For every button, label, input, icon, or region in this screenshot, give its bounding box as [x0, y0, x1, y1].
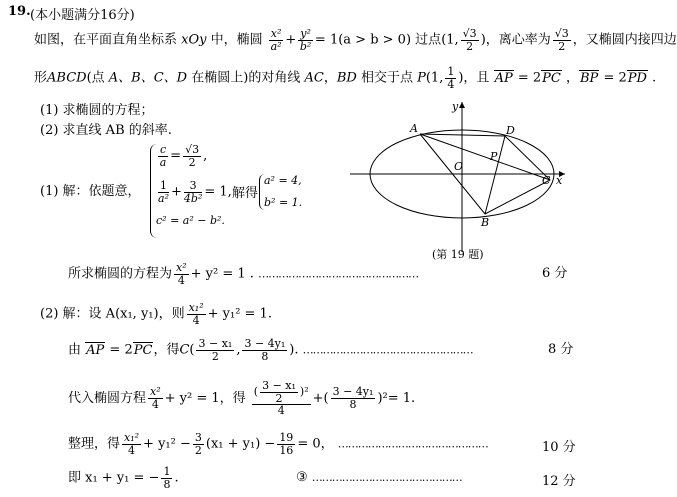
- label-p: P: [490, 150, 498, 163]
- y-arrow: [459, 102, 465, 108]
- question-2: (2) 求直线 AB 的斜率.: [40, 123, 172, 138]
- res1: a² = 4,: [264, 174, 302, 187]
- label-c: C: [542, 174, 551, 187]
- sol1-lead: (1) 解：依题意，: [40, 184, 141, 199]
- figure-caption: (第 19 题): [432, 248, 484, 261]
- ellipse-figure: [350, 102, 580, 262]
- problem-line1: 如图，在平面直角坐标系 xOy 中，椭圆 $\frac{\text{x²}}{\text{a²}}$ + $\frac{\text{y²}}{\text{b²}}$ = 1(a > b > 0) 过点(1, $\frac{√3}{2}$ )，离心率为 $\frac{√3}{2}$ ，又椭圆内接四边: [34, 27, 677, 53]
- label-b: B: [481, 216, 490, 229]
- sol2-step2: 代入椭圆方程 $\frac{\text{x²}}{4}$ + y² = 1，得 ( $\frac{\text{3 − x₁}}{2}$ )² 4 +( $\frac{\text{3 − 4y₁}}{8}$ )²= 1.: [68, 379, 416, 418]
- sys-eq3: c² = a² − b².: [156, 214, 225, 227]
- diagonal-bd: [485, 136, 505, 214]
- problem-line2: 形ABCD(点 A、B、C、D 在椭圆上)的对角线 AC，BD 相交于点 P(1, $\frac{1}{4}$ )，且 AP = 2PC ，BP = 2PD .: [34, 65, 657, 91]
- score-8: 8 分: [548, 342, 574, 357]
- sol2-step1: 由 AP = 2PC，得C( $\frac{\text{3 − x₁}}{2}$ , $\frac{\text{3 − 4y₁}}{8}$ ). ……………………………………………: [68, 337, 473, 363]
- sys-eq2: $\frac{1}{\text{a²}}$ + $\frac{3}{\text{4b²}}$ = 1,: [158, 179, 232, 205]
- diagonal-ac: [420, 134, 550, 180]
- label-y: y: [452, 100, 459, 113]
- score-10: 10 分: [542, 440, 576, 455]
- sol1-result: 所求椭圆的方程为 $\frac{\text{x²}}{4}$ + y² = 1 . …………………………………………: [68, 261, 419, 287]
- score-6: 6 分: [542, 266, 568, 281]
- sol2-step4: 即 x₁ + y₁ = − $\frac{1}{8}$ .: [68, 465, 179, 491]
- label-o: O: [454, 160, 464, 173]
- problem-number: 19.: [8, 4, 31, 19]
- score-12: 12 分: [542, 474, 576, 489]
- circled-3: ③ ………………………………………: [296, 470, 462, 485]
- label-d: D: [506, 124, 515, 137]
- res2: b² = 1.: [264, 196, 303, 209]
- problem-header: (本小题满分16分): [30, 8, 135, 23]
- sol2-step3: 整理，得 $\frac{\text{x₁²}}{4}$ + y₁² − $\frac{3}{2}$ (x₁ + y₁) − $\frac{19}{16}$ = 0， ………………………………………: [68, 431, 488, 457]
- sys-eq1: $\frac{c}{a}$ = $\frac{√3}{2}$ ,: [159, 143, 208, 169]
- label-a: A: [410, 122, 418, 135]
- sol2-lead: (2) 解：设 A(x₁, y₁)，则 $\frac{\text{x₁²}}{4}$ + y₁² = 1.: [40, 301, 272, 327]
- solve-word: 解得: [232, 186, 259, 201]
- label-x: x: [556, 174, 563, 187]
- question-1: (1) 求椭圆的方程；: [40, 103, 154, 118]
